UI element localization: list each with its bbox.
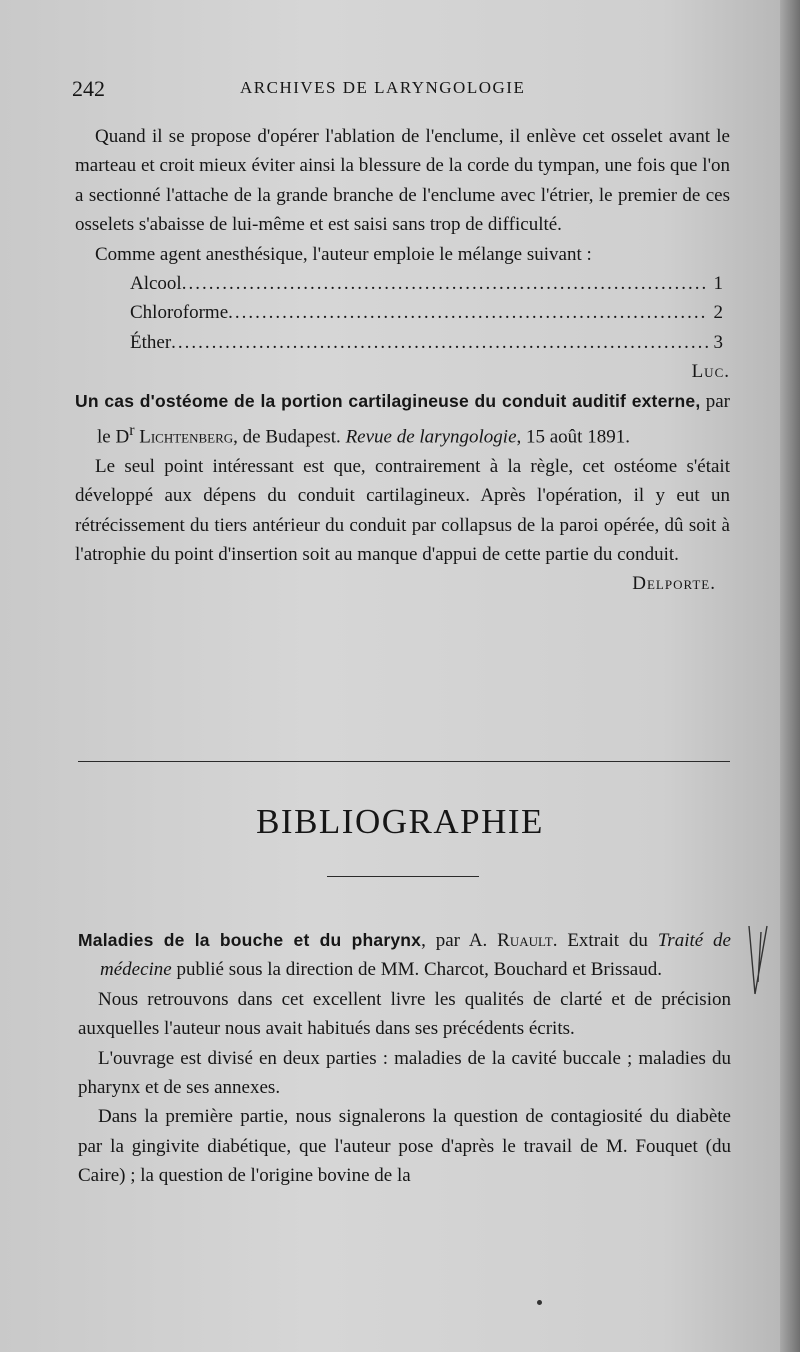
article3-paragraph-1: Nous retrouvons dans cet excellent livre les qualités de clarté et de précision auxquelles l'auteur nous avait habitués dans ses précédents écrits.: [78, 988, 731, 1040]
recipe-ingredient: Alcool: [130, 273, 182, 295]
article2-journal: Revue de laryngologie: [345, 426, 517, 448]
article3-rest: publié sous la direction de MM. Charcot, Bouchard et Brissaud.: [171, 959, 662, 981]
article2-signature: Delporte.: [632, 573, 716, 595]
section-title: BIBLIOGRAPHIE: [256, 802, 544, 841]
article3-by: , par A.: [421, 930, 498, 951]
recipe-quantity: 3: [713, 331, 723, 353]
recipe-quantity: 1: [713, 273, 723, 295]
article2-author: Lichtenberg: [139, 426, 234, 448]
page-edge-shadow: [780, 0, 800, 1352]
bibliography-content: [78, 926, 731, 1191]
article1-paragraph-1: Quand il se propose d'opérer l'ablation de l'enclume, il enlève cet osselet avant le marteau et croit mieux éviter ainsi la blessure de la corde du tympan, une fois que l'on a sectionné l'attache de la grande branche de l'enclume avec l'étrier, le premier de ces osselets s'abaisse de lui-même et est saisi sans trop de difficulté.: [75, 126, 730, 236]
article3-extract: . Extrait du: [552, 930, 658, 951]
article3-paragraph-2: L'ouvrage est divisé en deux parties : maladies de la cavité buccale ; maladies du pharynx et de ses annexes.: [78, 1047, 731, 1099]
recipe-ingredient: Éther: [130, 331, 172, 353]
article3-book: Traité de médecine: [100, 930, 731, 981]
recipe-line: [130, 298, 723, 327]
leader-dots: [228, 298, 707, 327]
article1-paragraph-2: Comme agent anesthésique, l'auteur emploie le mélange suivant :: [95, 243, 592, 265]
running-title: ARCHIVES DE LARYNGOLOGIE: [240, 78, 526, 97]
article2-body: Le seul point intéressant est que, contrairement à la règle, cet ostéome s'était développé aux dépens du conduit cartilagineux. Après l'opération, il y eut un rétrécissement du tiers antérieur du conduit par collapsus de la paroi opérée, dû soit à l'atrophie du point d'insertion soit au manque d'appui de cette partie du conduit.: [75, 455, 730, 566]
page-number: 242: [72, 76, 105, 101]
margin-pencil-mark: [745, 920, 771, 998]
section-divider: [78, 761, 730, 762]
top-content: [75, 122, 730, 599]
article3-title-bold: Maladies de la bouche et du pharynx: [78, 930, 422, 950]
anesthetic-recipe: [130, 269, 723, 357]
ink-speck: [537, 1300, 542, 1305]
article2-date: , 15 août 1891.: [516, 426, 630, 448]
page-header: [72, 76, 730, 106]
article2-place: , de Budapest.: [233, 426, 346, 448]
article2-by: par le D: [97, 390, 731, 448]
recipe-quantity: 2: [713, 302, 723, 324]
section-title-underline: [327, 876, 479, 877]
leader-dots: [182, 269, 708, 298]
recipe-line: [130, 328, 723, 357]
article2-title-bold: Un cas d'ostéome de la portion cartilagineuse du conduit auditif externe,: [75, 390, 701, 411]
recipe-line: [130, 269, 723, 298]
article3-author: Ruault: [497, 930, 553, 951]
article2-by-sup: r: [129, 422, 135, 440]
article1-signature: Luc.: [691, 361, 730, 383]
article3-paragraph-3: Dans la première partie, nous signalerons la question de contagiosité du diabète par la gingivite diabétique, que l'auteur pose d'après le travail de M. Fouquet (du Caire) ; la question de l'origine bovine de la: [78, 1106, 731, 1187]
article3-title: [78, 926, 731, 985]
recipe-ingredient: Chloroforme: [130, 302, 229, 324]
leader-dots: [171, 328, 707, 357]
article2-title: [75, 387, 730, 452]
